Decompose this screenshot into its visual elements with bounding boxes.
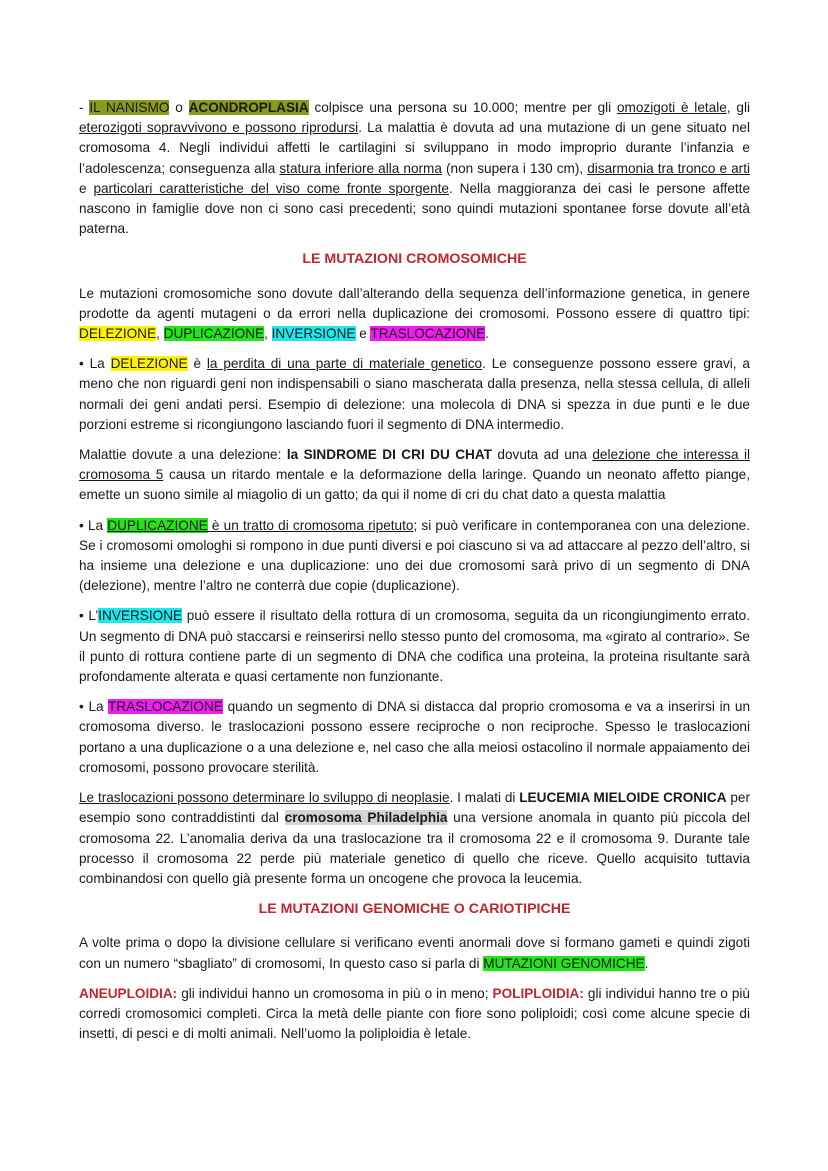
text: una versione anomala in quanto più piccola del cromosoma 22. L’anomalia deriva da una traslocazione tra il cromosoma 22 e il cromosoma 9. Durante tale processo il cromosoma 22 perde più materiale genetico di quello che riceve. Quello acquisito tuttavia combinandosi con quello già presente forma un oncogene che provoca la leucemia. [79,810,750,886]
bullet: • La [79,699,109,715]
paragraph-duplicazione [79,516,750,597]
text: gli individui hanno un cromosoma in più o in meno; [177,985,493,1001]
highlight-philadelphia: cromosoma Philadelphia [284,810,448,826]
highlight-delezione: DELEZIONE [110,356,188,372]
bold-leucemia: LEUCEMIA MIELOIDE CRONICA [519,790,727,806]
paragraph-delezione [79,354,750,435]
underline-perdita: la perdita di una parte di materiale genetico [206,356,483,372]
highlight-mutazioni-genomiche: MUTAZIONI GENOMICHE [483,955,645,971]
paragraph-ploidia [79,984,750,1045]
bullet: • L’ [79,608,99,624]
bullet: • La [79,356,111,372]
highlight-traslocazione: TRASLOCAZIONE [108,699,223,715]
paragraph-intro-cromosomiche [79,284,750,345]
paragraph-nanismo [79,98,750,239]
text: e [79,180,94,196]
text: causa un ritardo mentale e la deformazione della laringe. Quando un neonato affetto piange, emette un suono simile al miagolio di un gatto; da qui il nome di cri du chat dato a questa malattia [79,467,750,503]
paragraph-neoplasie [79,788,750,889]
text: gli individui hanno tre o più corredi cromosomici completi. Circa la metà delle piante con fiore sono poliploidi; così come alcune specie di insetti, di pesci e di molti animali. Nell’uomo la poliploidia è letale. [79,985,750,1042]
text: Malattie dovute a una delezione: [79,447,287,463]
text: e [355,326,371,342]
text: , [264,326,272,342]
text: Le mutazioni cromosomiche sono dovute dall’alterando della sequenza dell’informazione genetica, in genere prodotte da agenti mutageni o da errori nella duplicazione dei cromosomi. Possono essere di quattro tipi: [79,285,750,321]
text: , gli [726,100,750,115]
text: . Le conseguenze possono essere gravi, a meno che non riguardi geni non indispensabili o siano mascherata dalla presenza, nella stessa cellula, di alleli normali dei geni andati persi. Esempio di delezione: una molecola di DNA si spezza in due punti e le due porzioni estreme si ricongiungono lasciando fuori il segmento di DNA intermedio. [79,356,750,432]
text: . [485,326,489,342]
highlight-traslocazione: TRASLOCAZIONE [370,326,486,342]
highlight-acondroplasia: ACONDROPLASIA [188,100,309,115]
underline-traslocazioni: Le traslocazioni possono determinare lo sviluppo di neoplasie [79,790,450,806]
section-title-genomiche: LE MUTAZIONI GENOMICHE O CARIOTIPICHE [258,901,571,918]
highlight-inversione: INVERSIONE [98,608,183,624]
underline-omozigoti: omozigoti è letale [616,100,727,115]
text: può essere il risultato della rottura di un cromosoma, seguita da un ricongiungimento errato. Un segmento di DNA può staccarsi e reinserirsi nello stesso punto del cromosoma, ma «girato al contrario». Se il punto di rottura contiene parte di un segmento di DNA che codifica una proteina, la proteina risultante sarà profondamente alterata e quasi certamente non funzionante. [79,608,750,685]
highlight-duplicazione: DUPLICAZIONE [107,517,208,533]
bold-sindrome: la SINDROME DI CRI DU CHAT [286,447,492,463]
text: (non supera i 130 cm), [441,160,588,176]
underline-eterozigoti: eterozigoti sopravvivono e possono riprodursi [79,120,359,136]
text: è [187,356,207,372]
underline-disarmonia: disarmonia tra tronco e arti [587,160,751,176]
term-poliploidia: POLIPLOIDIA: [492,985,584,1001]
text: , [156,326,164,342]
paragraph-inversione [79,606,750,687]
highlight-delezione: DELEZIONE [79,326,157,342]
paragraph-traslocazione [79,697,750,778]
text: . Nella maggioranza dei casi le persone affette nascono in famiglie dove non ci sono casi precedenti; sono quindi mutazioni spontanee forse dovute all’età paterna. [79,180,751,237]
underline-tratto: è un tratto di cromosoma ripetuto [207,517,414,533]
text: quando un segmento di DNA si distacca dal proprio cromosoma e va a inserirsi in un cromosoma diverso. le traslocazioni possono essere reciproche o non reciproche. Spesso le traslocazioni portano a una duplicazione o a una delezione e, nel caso che alla meiosi ostacolino il normale appaiamento dei cromosomi, possono provocare sterilità. [79,699,751,775]
text: A volte prima o dopo la divisione cellulare si verificano eventi anormali dove si formano gameti e quindi zigoti con un numero “sbagliato” di cromosomi, In questo caso si parla di [79,935,750,971]
text: dovuta ad una [491,447,593,463]
text: ; si può verificare in contemporanea con una delezione. Se i cromosomi omologhi si rompono in due punti diversi e poi ciascuno si va ad attaccare al pezzo dell’altro, si ha insieme una delezione e una duplicazione: uno dei due cromosomi sarà privo di un segmento di DNA (delezione), mentre l’altro ne conterrà due copie (duplicazione). [79,517,750,594]
highlight-duplicazione: DUPLICAZIONE [163,326,265,342]
text: . I malati di [449,790,520,806]
text: . [644,955,649,971]
underline-caratteristiche: particolari caratteristiche del viso come fronte sporgente [93,180,449,196]
text: . La malattia è dovuta ad una mutazione di un gene situato nel cromosoma 4. Negli individui affetti le cartilagini si sviluppano in modo improprio durante l’infanzia e l’adolescenza; conseguenza alla [79,120,750,176]
text: o [169,100,189,115]
dash: - [79,100,90,115]
highlight-inversione: INVERSIONE [271,326,356,342]
paragraph-intro-genomiche [79,933,750,973]
text: colpisce una persona su 10.000; mentre per gli [308,100,617,115]
paragraph-cri-du-chat [79,445,750,506]
term-aneuploidia: ANEUPLOIDIA: [79,985,178,1001]
bullet: • La [79,517,108,533]
underline-statura: statura inferiore alla norma [279,160,442,176]
underline-delezione-cromosoma-5: delezione che interessa il cromosoma 5 [79,447,750,483]
text: per esempio sono contraddistinti dal [79,790,750,826]
section-title-cromosomiche: LE MUTAZIONI CROMOSOMICHE [302,251,527,268]
highlight-nanismo: IL NANISMO [89,100,170,115]
